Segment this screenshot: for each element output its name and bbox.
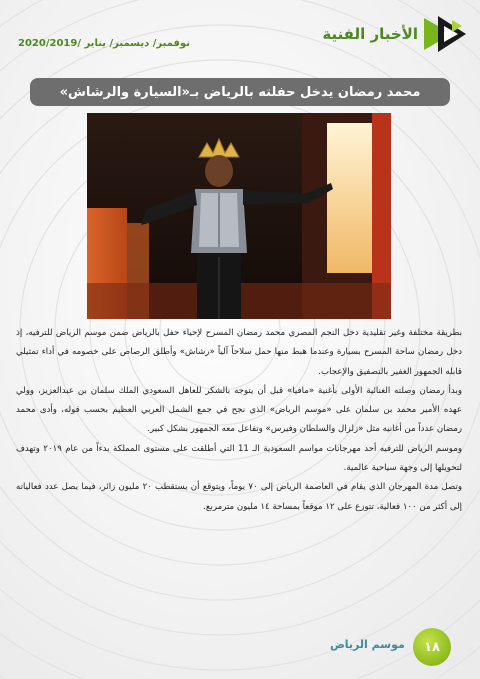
page-header (0, 0, 480, 70)
page-number: ١٨ (424, 639, 440, 655)
article-body (16, 324, 462, 517)
footer-section-label: موسم الرياض (330, 638, 405, 651)
magazine-logo (322, 14, 468, 54)
article-title: محمد رمضان يدخل حفلته بالرياض بـ«السيارة والرشاش» (59, 84, 421, 100)
logo-text: الأخبار الفنية (322, 25, 418, 43)
article-paragraph: بطريقة مختلفة وغير تقليدية دخل النجم المصري محمد رمضان المسرح لإحياء حفل بالرياض ضمن موسم الرياض للترفيه، إذ دخل رمضان ساحة المسرح بسيارة وعندما هبط منها حمل سلاحاً آلياً «رشاش» وأطلق الرصاص على خصومه في أداء تمثيلي قابله الجمهور الغفير بالتصفيق والإعجاب. (16, 328, 462, 377)
issue-date: نوفمبر/ ديسمبر/ يناير /2020/2019 (18, 38, 190, 49)
performer-stage-photo (87, 113, 391, 319)
article-paragraph: وموسم الرياض للترفيه أحد مهرجانات مواسم السعودية الـ 11 التي أطلقت على مستوى المملكة بدءاً من عام ٢٠١٩ وتهدف لتحويلها إلى وجهة سياحية عالمية. (16, 443, 462, 474)
play-triangle-logo-icon (422, 14, 468, 54)
article-paragraph: وبدأ رمضان وصلته الغنائية الأولى بأغنية «مافيا» قبل أن يتوجه بالشكر للعاهل السعودي الملك سلمان بن عبدالعزيز، وولي عهده الأمير محمد بن سلمان على «موسم الرياض» الذي نجح في جمع الشمل العربي العظيم بحسب قوله، وأدى محمد رمضان عدداً من أغانيه مثل «زلزال والسلطان وفيرس» وتفاعل معه الجمهور بشكل كبير. (16, 385, 462, 435)
article-title-bar (30, 78, 450, 106)
article-paragraph: وتصل مدة المهرجان الذي يقام في العاصمة الرياض إلى ٧٠ يوماً، ويتوقع أن يستقطب ٢٠ مليون زائر، فيما يصل عدد فعالياته إلى أكثر من ١٠٠ فعالية، تتوزع على ١٢ موقعاً بمساحة ١٤ مليون مترمربع. (16, 482, 463, 512)
page-number-badge (413, 628, 451, 666)
